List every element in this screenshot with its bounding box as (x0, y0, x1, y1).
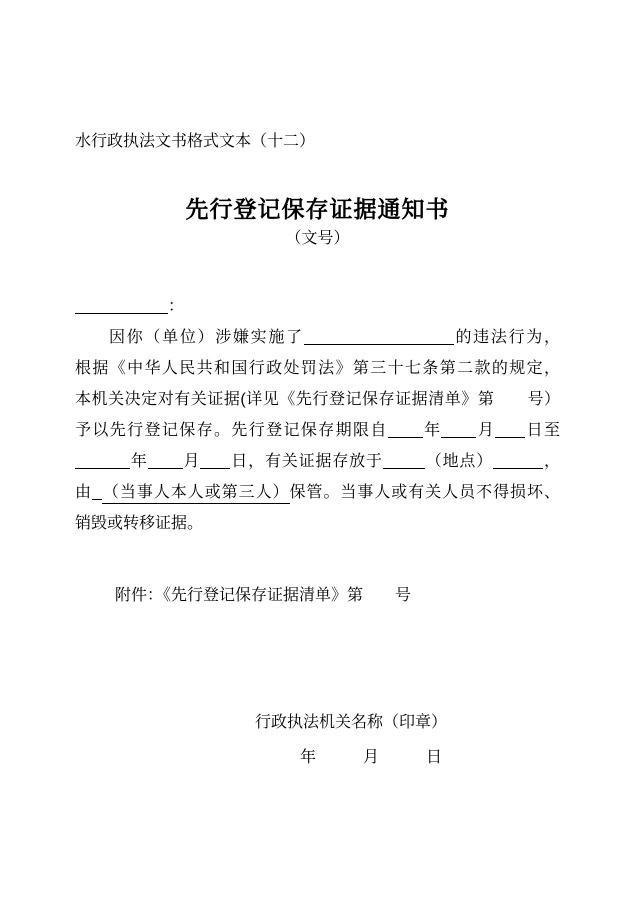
body-paragraph (75, 322, 560, 539)
location-placeholder: （地点） (424, 453, 494, 470)
attachment-line: 附件：《先行登记保存证据清单》第 号 (115, 587, 412, 604)
date-day-label: 日 (425, 749, 442, 766)
body-text-segment: 日，有关证据存放于 (230, 453, 383, 470)
body-text-segment: 销毁或转移证据。 (75, 515, 204, 532)
month-label: 月 (182, 453, 201, 470)
month-label: 月 (476, 422, 496, 439)
end-year-blank (75, 454, 130, 469)
salutation-colon: ： (168, 298, 185, 315)
body-line-4 (75, 415, 560, 446)
start-day-blank (495, 423, 525, 438)
date-year-label: 年 (299, 749, 316, 766)
year-label: 年 (130, 453, 148, 470)
recipient-name-blank (75, 299, 168, 314)
form-type-label: 水行政执法文书格式文本（十二） (75, 133, 316, 150)
start-month-blank (441, 423, 476, 438)
custodian-placeholder: （当事人本人或第三人） (102, 484, 290, 504)
date-month-label: 月 (362, 749, 379, 766)
end-month-blank (148, 454, 183, 469)
body-text-segment: 本机关决定对有关证据(详见《先行登记保存证据清单》第 号） (75, 391, 560, 408)
custodian-blank (92, 485, 102, 500)
body-line-7 (75, 508, 560, 539)
year-label: 年 (422, 422, 442, 439)
body-text-segment: 予以先行登记保存。先行登记保存期限自 (75, 422, 388, 439)
date-line (75, 742, 560, 773)
body-line-2 (75, 353, 560, 384)
body-text-segment: 因你（单位）涉嫌实施了 (109, 329, 304, 346)
document-title: 先行登记保存证据通知书 (185, 196, 450, 222)
body-line-3 (75, 384, 560, 415)
day-label: 日至 (525, 422, 560, 439)
body-text-segment: 保管。当事人或有关人员不得损坏、 (289, 484, 560, 501)
doc-number-placeholder: （文号） (285, 230, 350, 247)
agency-signature-line: 行政执法机关名称（印章） (254, 714, 447, 731)
body-text-segment: 的违法行为， (453, 329, 560, 346)
body-line-6 (75, 477, 560, 508)
body-line-1 (75, 322, 560, 353)
body-text-segment: ， (543, 453, 560, 470)
location-blank-right (493, 454, 543, 469)
salutation-line (75, 291, 560, 322)
start-year-blank (388, 423, 423, 438)
body-text-segment: 由 (75, 484, 92, 501)
violation-description-blank (304, 330, 454, 345)
body-line-5 (75, 446, 560, 477)
body-text-segment: 根据《中华人民共和国行政处罚法》第三十七条第二款的规定， (75, 360, 560, 377)
location-blank-left (383, 454, 425, 469)
end-day-blank (200, 454, 230, 469)
